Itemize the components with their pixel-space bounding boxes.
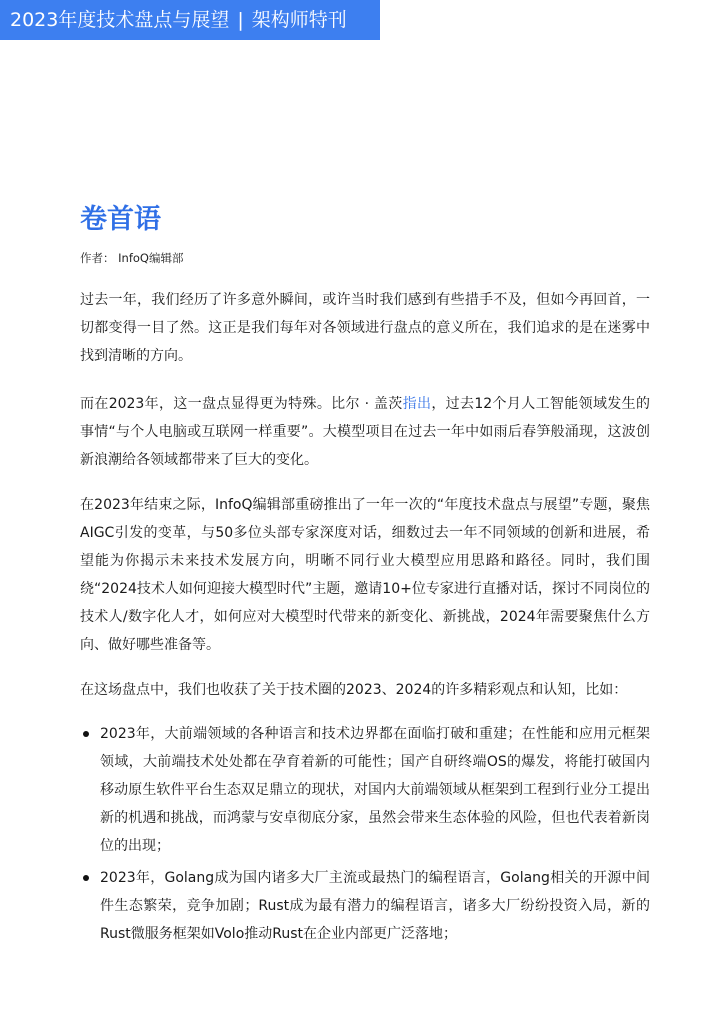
bullet-dot-icon xyxy=(83,731,89,737)
header-separator: | xyxy=(237,9,244,31)
page-title: 卷首语 xyxy=(80,204,161,235)
list-item xyxy=(80,864,650,948)
article xyxy=(80,200,651,942)
author-line: 作者： InfoQ编辑部 xyxy=(80,251,184,265)
list-item-text: 2023年，Golang成为国内诸多大厂主流或最热门的编程语言，Golang相关的开源中间件生态繁荣，竞争加剧；Rust成为最有潜力的编程语言，诸多大厂纷纷投资入局，新的Rust微服务框架如Volo推动Rust在企业内部更广泛落地； xyxy=(100,870,650,942)
pointed-out-link[interactable]: 指出 xyxy=(402,396,432,412)
paragraph-2-text-a: 而在2023年，这一盘点显得更为特殊。比尔 · 盖茨 xyxy=(80,396,403,412)
paragraph-1: 过去一年，我们经历了许多意外瞬间，或许当时我们感到有些措手不及，但如今再回首，一切都变得一目了然。这正是我们每年对各领域进行盘点的意义所在，我们追求的是在迷雾中找到清晰的方向。 xyxy=(80,292,650,364)
list-item xyxy=(80,720,650,864)
header-banner xyxy=(0,0,380,40)
paragraph-2-text-b: ，过去12个月人工智能领域发生的事情“与个人电脑或互联网一样重要”。大模型项目在过去一年中如雨后春笋般涌现，这波创新浪潮给各领域都带来了巨大的变化。 xyxy=(80,396,651,468)
header-title: 2023年度技术盘点与展望 xyxy=(10,9,230,31)
paragraph-4: 在这场盘点中，我们也收获了关于技术圈的2023、2024的许多精彩观点和认知，比如： xyxy=(80,682,628,698)
paragraph-2 xyxy=(80,390,650,474)
bullet-list xyxy=(80,720,650,948)
bullet-dot-icon xyxy=(83,875,89,881)
paragraph-3: 在2023年结束之际，InfoQ编辑部重磅推出了一年一次的“年度技术盘点与展望”专题，聚焦AIGC引发的变革，与50多位头部专家深度对话，细数过去一年不同领域的创新和进展，希望能为你揭示未来技术发展方向，明晰不同行业大模型应用思路和路径。同时，我们围绕“2024技术人如何迎接大模型时代”主题，邀请10+位专家进行直播对话，探讨不同岗位的技术人/数字化人才，如何应对大模型时代带来的新变化、新挑战，2024年需要聚焦什么方向、做好哪些准备等。 xyxy=(80,497,650,653)
list-item-text: 2023年，大前端领域的各种语言和技术边界都在面临打破和重建；在性能和应用元框架领域，大前端技术处处都在孕育着新的可能性；国产自研终端OS的爆发，将能打破国内移动原生软件平台生态双足鼎立的现状，对国内大前端领域从框架到工程到行业分工提出新的机遇和挑战，而鸿蒙与安卓彻底分家，虽然会带来生态体验的风险，但也代表着新岗位的出现； xyxy=(100,726,650,854)
header-subtitle: 架构师特刊 xyxy=(251,9,347,31)
